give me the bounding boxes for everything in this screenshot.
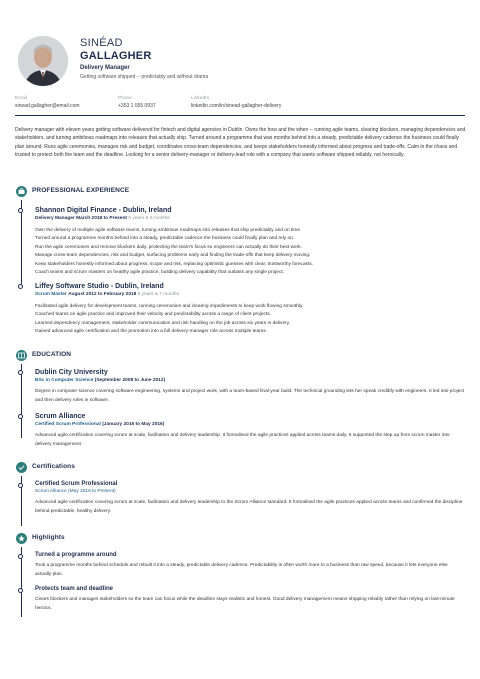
first-name: SINÉAD	[80, 37, 123, 49]
list-item: Manage cross-team dependencies, risk and budget, surfacing problems early and finding the trade-offs that keep delivery moving.	[35, 253, 311, 259]
highlight-title: Turned a programme around	[35, 552, 117, 558]
linkedin-label: LinkedIn	[191, 96, 210, 101]
name-block	[80, 37, 380, 80]
role-duration: 5 years & 5 months	[128, 216, 170, 221]
contact-divider	[15, 115, 465, 116]
briefcase-icon	[16, 186, 27, 197]
timeline-dot	[18, 208, 23, 213]
highlight-entry	[35, 586, 465, 613]
role-title: Delivery Manager	[35, 216, 75, 221]
degree-line	[35, 422, 465, 427]
summary-paragraph: Delivery manager with eleven years getting software delivered for fintech and digital agencies in Dublin. Owns the how and the when -- running agile teams, clearing blockers, managing dependencies and stakeholders, and turning ambitious roadmaps into releases that actually ship. Turned around a programme that was months behind into a steady, predictable delivery cadence the business could finally plan around. Runs agile ceremonies, manages risk and budget, coordinates cross-team dependencies, and keeps stakeholders honestly informed about progress and trade-offs. Calm in the chaos and trusted to protect both the team and the deadline. Looking for a senior delivery-manager or delivery-lead role with a company that wants software shipped reliably, not heroically.	[15, 127, 466, 159]
degree-dates: (September 2008 to June 2012)	[94, 378, 166, 383]
list-item: Gained advanced agile certification and the promotion into a full delivery-manager role across multiple teams.	[35, 329, 267, 335]
timeline-dot	[18, 414, 23, 419]
school-name: Dublin City University	[35, 369, 108, 376]
email-link[interactable]: sinead.gallagher@email.com	[15, 103, 80, 109]
education-description: Advanced agile certification covering scrum at scale, facilitation and delivery leadership. It formalised the agile practices applied across teams daily. It supported the step up from scrum master into delivery management.	[35, 433, 450, 447]
certification-dates: (May 2016 to Present)	[68, 489, 116, 494]
degree-title: Certified Scrum Professional	[35, 422, 101, 427]
company-name: Shannon Digital Finance - Dublin, Ireland	[35, 207, 172, 214]
school-name: Scrum Alliance	[35, 413, 86, 420]
list-item: Keep stakeholders honestly informed about progress, scope and risk, replacing optimistic guesses with clear, trustworthy forecasts.	[35, 261, 314, 267]
email-label: Email	[15, 96, 27, 101]
degree-title: BSc in Computer Science	[35, 378, 94, 383]
certification-entry	[35, 481, 465, 516]
role-line	[35, 216, 465, 221]
list-item: Learned dependency management, stakeholder communication and risk handling on the job across six years in delivery.	[35, 320, 291, 326]
timeline-dot	[18, 483, 23, 488]
highlight-description: Took a programme months behind schedule and rebuilt it into a steady, predictable delivery cadence. Predictability is often worth more to a business than raw speed, because it lets everyone else actually plan.	[35, 563, 448, 577]
role-title: Scrum Master	[35, 292, 67, 297]
experience-heading: PROFESSIONAL EXPERIENCE	[32, 187, 130, 194]
bullet-list	[35, 303, 465, 337]
certification-name: Certified Scrum Professional	[35, 481, 118, 487]
timeline-dot	[18, 554, 23, 559]
list-item: Turned around a programme months behind into a steady, predictable cadence the business could finally plan and rely on.	[35, 236, 295, 242]
book-icon	[16, 350, 27, 361]
linkedin-link[interactable]: linkedin.com/in/sinead-gallagher-delivery	[191, 103, 282, 109]
list-item: Facilitated agile delivery for development teams, running ceremonies and clearing impediments to keep work flowing smoothly.	[35, 304, 304, 309]
certification-issuer: Scrum Alliance	[35, 489, 67, 494]
timeline-dot	[18, 370, 23, 375]
certification-line	[35, 489, 465, 494]
timeline-dot	[18, 588, 23, 593]
contact-row	[15, 96, 465, 118]
company-name: Liffey Software Studio - Dublin, Ireland	[35, 283, 164, 290]
list-item: Coach teams and scrum masters on healthy agile practice, building delivery capability that outlasts any single project.	[35, 270, 285, 276]
bullet-list	[35, 227, 465, 277]
education-description: Degree in computer science covering software engineering, systems and project work, with a team-based final-year build. The technical grounding lets her speak credibly with engineers. It led into project and then delivery roles in software.	[35, 389, 465, 403]
job-title: Delivery Manager	[80, 65, 130, 71]
highlight-title: Protects team and deadline	[35, 586, 114, 592]
role-dates: March 2018 to Present	[76, 216, 128, 221]
badge-check-icon	[16, 462, 27, 473]
experience-entry	[35, 283, 465, 337]
list-item: Coached teams on agile practice and improved their velocity and predictability across a range of client projects.	[35, 312, 271, 318]
list-item: Run the agile ceremonies and remove blockers daily, protecting the team's focus so engineers can actually do their best work.	[35, 244, 302, 250]
role-dates: August 2012 to February 2018	[68, 292, 137, 297]
phone-label: Phone	[118, 96, 132, 101]
contact-email	[15, 96, 80, 109]
list-item: Own the delivery of multiple agile software teams, turning ambitious roadmaps into releases that ship predictably and on time.	[35, 228, 302, 233]
certifications-heading: Certifications	[32, 463, 75, 470]
highlight-description: Clears blockers and manages stakeholders so the team can focus while the deadline stays realistic and honest. Good delivery management means shipping reliably rather than relying on last-minute heroics.	[35, 597, 455, 611]
education-entry	[35, 413, 465, 449]
education-entry	[35, 369, 465, 405]
degree-line	[35, 378, 465, 383]
phone-value[interactable]: +353 1 555 0937	[118, 103, 156, 109]
highlight-entry	[35, 552, 465, 579]
certification-description: Advanced agile certification covering scrum at scale, facilitation and delivery leadership to the Scrum Alliance standard. It formalised the agile practices applied across teams and confirmed the discipline behind predictable, healthy delivery.	[35, 500, 463, 514]
experience-entry	[35, 207, 465, 277]
role-line	[35, 292, 465, 297]
contact-phone	[118, 96, 156, 109]
contact-linkedin	[191, 96, 281, 109]
avatar	[18, 36, 68, 86]
role-duration: 5 years & 7 months	[137, 292, 179, 297]
timeline-dot	[18, 284, 23, 289]
star-icon	[16, 533, 27, 544]
last-name: GALLAGHER	[80, 50, 152, 62]
education-timeline	[21, 364, 22, 438]
education-heading: EDUCATION	[32, 351, 72, 358]
tagline: Getting software shipped -- predictably and without drama	[80, 74, 209, 80]
highlights-heading: Highlights	[32, 534, 65, 541]
degree-dates: (January 2016 to May 2016)	[102, 422, 165, 427]
